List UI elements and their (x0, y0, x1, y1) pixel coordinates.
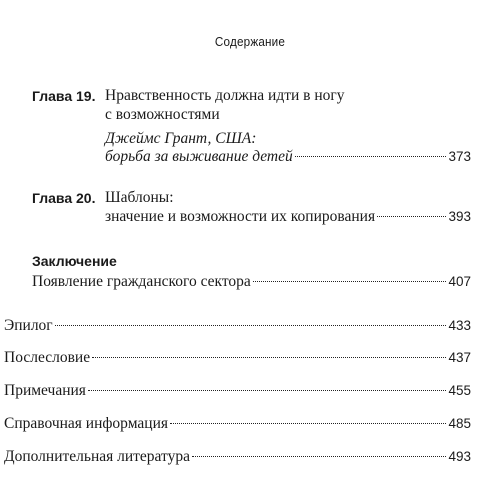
page-number: 437 (448, 350, 471, 365)
chapter-19-label: Глава 19. (32, 88, 96, 104)
dot-leader (170, 423, 446, 424)
chapter-19-title-line1: Нравственность должна идти в ногу (105, 87, 345, 104)
page-title: Содержание (214, 34, 286, 49)
conclusion-heading: Заключение (32, 253, 117, 269)
toc-entry-further-reading[interactable] (4, 448, 471, 466)
dot-leader (92, 357, 446, 358)
page-number: 455 (448, 383, 471, 398)
toc-entry-notes[interactable] (4, 382, 471, 400)
dot-leader (192, 456, 446, 457)
toc-entry-afterword[interactable] (4, 349, 471, 367)
chapter-20-title-line1: Шаблоны: (105, 189, 174, 206)
chapter-19-subtitle-line2: борьба за выживание детей (105, 148, 293, 165)
toc-entry-reference-info[interactable] (4, 415, 471, 433)
toc-entry-chapter-20[interactable] (105, 208, 471, 226)
dot-leader (253, 281, 447, 282)
entry-title: Послесловие (4, 349, 91, 366)
page-number: 485 (448, 416, 471, 431)
chapter-20-title-line2: значение и возможности их копирования (105, 208, 376, 225)
toc-entry-chapter-19[interactable] (105, 148, 471, 166)
dot-leader (55, 325, 447, 326)
entry-title: Эпилог (4, 317, 53, 334)
toc-entry-epilogue[interactable] (4, 317, 471, 335)
entry-title: Справочная информация (4, 415, 168, 432)
chapter-19-title-line2: с возможностями (105, 106, 220, 123)
page-number: 493 (448, 449, 471, 464)
page-number: 407 (448, 274, 471, 289)
entry-title: Дополнительная литература (4, 448, 190, 465)
page-number: 433 (448, 318, 471, 333)
entry-title: Примечания (4, 382, 86, 399)
toc-entry-conclusion[interactable] (32, 273, 471, 291)
dot-leader (377, 216, 446, 217)
dot-leader (88, 390, 447, 391)
page-number: 373 (448, 149, 471, 164)
dot-leader (295, 156, 447, 157)
conclusion-entry-title: Появление гражданского сектора (32, 273, 251, 290)
page-number: 393 (448, 209, 471, 224)
chapter-20-label: Глава 20. (32, 190, 96, 206)
chapter-19-subtitle-line1: Джеймс Грант, США: (105, 130, 257, 147)
